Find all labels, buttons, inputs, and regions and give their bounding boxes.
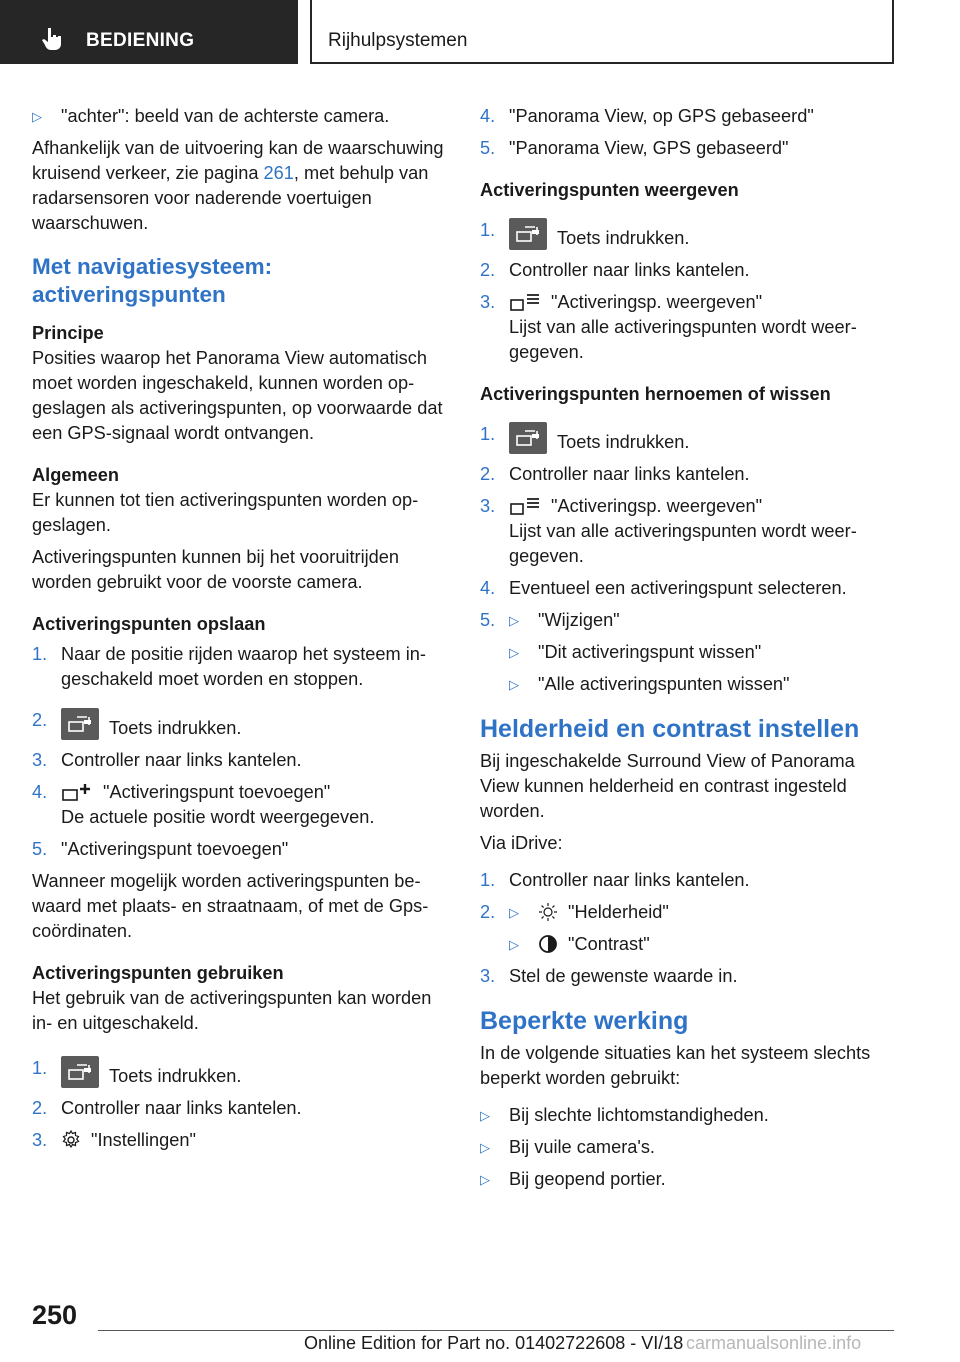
section-tab <box>310 0 894 64</box>
list-item: 2. Toets indrukken. <box>32 710 242 738</box>
chapter-tab <box>0 0 298 64</box>
list-item: ▷ "Dit activeringspunt wissen" <box>480 640 894 665</box>
edition-text: Online Edition for Part no. 01402722608 - VI/18 <box>304 1333 684 1353</box>
list-item: ▷ "achter": beeld van de achterste camera. <box>32 104 446 129</box>
camera-button-icon <box>509 218 547 250</box>
list-item: 1. Controller naar links kantelen. <box>480 870 750 890</box>
subheading: Activeringspunten gebruiken <box>32 963 284 983</box>
list-item: 5. ▷ "Wijzigen" <box>480 608 894 633</box>
list-item: 3. "Activeringsp. weergeven" <box>480 292 763 312</box>
list-item: 1. Toets indrukken. <box>32 1058 242 1086</box>
list-points-icon <box>509 496 541 516</box>
list-item: 5. "Activeringspunt toevoegen" <box>32 839 289 859</box>
paragraph: Activeringspunten kunnen bij het vooruitrijden worden gebruikt voor de voorste camera. <box>32 547 400 592</box>
list-item: ▷ "Contrast" <box>480 932 894 957</box>
subheading: Activeringspunten weergeven <box>480 180 739 200</box>
list-item: 3. Stel de gewenste waarde in. <box>480 966 738 986</box>
paragraph: Wanneer mogelijk worden activeringspunten bewaard met plaats- en straatnaam, of met de Gps-coördinaten. <box>32 871 429 941</box>
footer-divider <box>98 1330 894 1331</box>
page-header <box>0 0 960 66</box>
paragraph: Het gebruik van de activeringspunten kan worden in- en uitgeschakeld. <box>32 988 432 1033</box>
list-item: 1. Toets indrukken. <box>480 424 690 452</box>
triangle-bullet-icon: ▷ <box>480 1108 490 1123</box>
section-heading: Helderheid en contrast instellen <box>480 715 860 743</box>
paragraph: De actuele positie wordt weergegeven. <box>61 807 375 827</box>
right-column <box>480 104 894 1199</box>
paragraph: Afhankelijk van de uitvoering kan de waarschuwing kruisend verkeer, zie pagina 261, met behulp van radarsensoren voor naderende voertuigen waarschuwen. <box>32 138 444 233</box>
triangle-bullet-icon: ▷ <box>480 1172 490 1187</box>
list-item: ▷ Bij vuile camera's. <box>480 1135 894 1160</box>
triangle-bullet-icon: ▷ <box>509 645 519 660</box>
triangle-bullet-icon: ▷ <box>509 905 519 920</box>
section-heading: Met navigatiesysteem: activeringspunten <box>32 254 273 307</box>
paragraph: Bij ingeschakelde Surround View of Panorama View kunnen helderheid en contrast ingesteld worden. <box>480 751 855 821</box>
section-heading: Beperkte werking <box>480 1007 689 1035</box>
brightness-icon <box>538 902 558 922</box>
left-column <box>32 104 446 1160</box>
gear-icon <box>61 1130 81 1150</box>
page-number: 250 <box>32 1300 78 1330</box>
triangle-bullet-icon: ▷ <box>509 937 519 952</box>
triangle-bullet-icon: ▷ <box>509 677 519 692</box>
paragraph: Via iDrive: <box>480 833 563 853</box>
watermark: carmanualsonline.info <box>686 1333 862 1353</box>
triangle-bullet-icon: ▷ <box>509 613 519 628</box>
subheading: Activeringspunten hernoemen of wissen <box>480 384 831 404</box>
list-item: 1. Toets indrukken. <box>480 220 690 248</box>
hand-icon <box>40 26 66 52</box>
list-item: 2. Controller naar links kantelen. <box>480 464 750 484</box>
list-item: 5. "Panorama View, GPS gebaseerd" <box>480 138 789 158</box>
add-point-icon <box>61 782 93 802</box>
list-item: ▷ Bij geopend portier. <box>480 1167 894 1192</box>
list-item: 3. Controller naar links kantelen. <box>32 750 302 770</box>
paragraph: Lijst van alle activeringspunten wordt weergegeven. <box>509 521 857 566</box>
camera-button-icon <box>61 708 99 740</box>
list-item: 4. "Panorama View, op GPS gebaseerd" <box>480 106 814 126</box>
subheading: Principe <box>32 323 104 343</box>
list-item: ▷ "Alle activeringspunten wissen" <box>480 672 894 697</box>
subheading: Algemeen <box>32 465 119 485</box>
list-item: 2. Controller naar links kantelen. <box>32 1098 302 1118</box>
list-item: 1. Naar de positie rijden waarop het systeem ingeschakeld moet worden en stoppen. <box>32 644 426 689</box>
paragraph: Er kunnen tot tien activeringspunten worden opgeslagen. <box>32 490 419 535</box>
camera-button-icon <box>61 1056 99 1088</box>
list-item: 2. ▷ "Helderheid" <box>480 900 894 925</box>
subheading: Activeringspunten opslaan <box>32 614 266 634</box>
chapter-title: BEDIENING <box>86 30 195 51</box>
list-points-icon <box>509 292 541 312</box>
paragraph: Posities waarop het Panorama View automatisch moet worden ingeschakeld, kunnen worden opgeslagen als activeringspunten, op voorwaarde dat een GPS-signaal wordt ontvangen. <box>32 348 443 443</box>
contrast-icon <box>538 934 558 954</box>
paragraph: Lijst van alle activeringspunten wordt weergegeven. <box>509 317 857 362</box>
list-item: 4. "Activeringspunt toevoegen" <box>32 782 331 802</box>
section-title: Rijhulpsystemen <box>328 30 468 51</box>
list-item: 2. Controller naar links kantelen. <box>480 260 750 280</box>
page-link[interactable]: 261 <box>263 163 294 183</box>
list-item: 4. Eventueel een activeringspunt selecteren. <box>480 578 847 598</box>
triangle-bullet-icon: ▷ <box>480 1140 490 1155</box>
list-item: 3. "Activeringsp. weergeven" <box>480 496 763 516</box>
paragraph: In de volgende situaties kan het systeem slechts beperkt worden gebruikt: <box>480 1043 871 1088</box>
list-item: ▷ Bij slechte lichtomstandigheden. <box>480 1103 894 1128</box>
camera-button-icon <box>509 422 547 454</box>
list-item: 3. "Instellingen" <box>32 1130 196 1150</box>
triangle-bullet-icon: ▷ <box>32 109 42 124</box>
